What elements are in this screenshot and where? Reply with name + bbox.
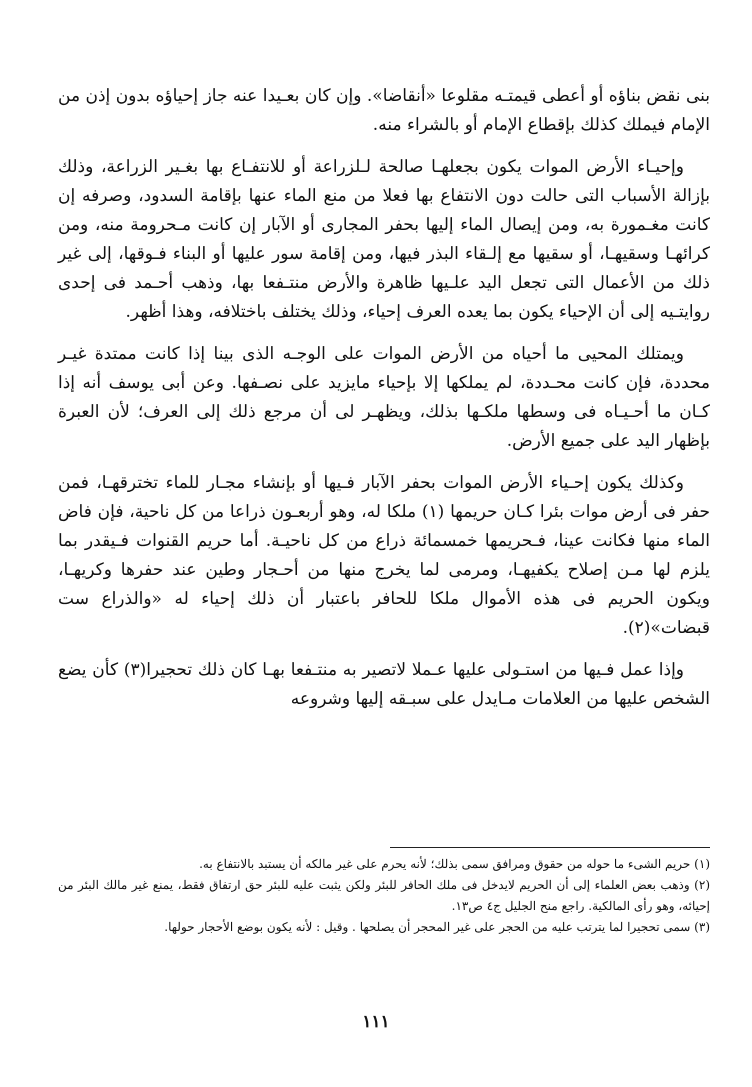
footnotes bbox=[58, 854, 710, 938]
paragraph-4: وكذلك يكون إحـياء الأرض الموات بحفر الآبار فـيها أو بإنشاء مجـار للماء تخترقهـا، فمن حفر فى أرض موات بئرا كـان حريمها (١) ملكا له، وهو أربعـون ذراعا من كل ناحية، فإن فاض الماء منها فكانت عينا، فـحريمها خمسمائة ذراع من كل ناحيـة. أما حريم القنوات فـيقدر بما يلزم لها مـن إصلاح يكفيهـا، ومرمى لما يخرج منها من أحـجار وطين عند حفرها وكريهـا، ويكون الحريم فى هذه الأموال ملكا للحافر باعتبار أن ذلك إحياء له «والذراع ست قبضات»(٢). bbox=[58, 473, 710, 638]
paragraph-1: بنى نقض بناؤه أو أعطى قيمتـه مقلوعا «أنقاضا». وإن كان بعـيدا عنه جاز إحياؤه بدون إذن من الإمام فيملك كذلك بإقطاع الإمام أو بالشراء منه. bbox=[58, 86, 710, 135]
footnote-3: (٣) سمى تحجيرا لما يترتب عليه من الحجر على غير المحجر أن يصلحها . وقيل : لأنه يكون بوضع الأحجار حولها. bbox=[164, 920, 710, 934]
paragraph-3: ويمتلك المحيى ما أحياه من الأرض الموات على الوجـه الذى بينا إذا كانت ممتدة غيـر محددة، فإن كانت محـددة، لم يملكها إلا بإحياء مايزيد على نصـفها. وعن أبى يوسف أنه إذا كـان ما أحـيـاه فى وسطها ملكـها بذلك، ويظهـر لى أن مرجع ذلك إلى العرف؛ لأن العبرة بإظهار اليد على جميع الأرض. bbox=[58, 344, 710, 451]
footnote-separator bbox=[390, 847, 710, 848]
paragraph-2: وإحيـاء الأرض الموات يكون بجعلهـا صالحة لـلزراعة أو للانتفـاع بها بغـير الزراعة، وذلك بإزالة الأسباب التى حالت دون الانتفاع بها فعلا من منع الماء عنها بإقامة السدود، وصرفه إن كانت مغـمورة به، ومن إيصال الماء إليها بحفر المجارى أو الآبار إن كانت مـحرومة منه، ومن كرائهـا وسقيهـا، أو سقيها مع إلـقاء البذر فيها، ومن إقامة سور عليها أو البناء فـوقها، إلى غير ذلك من الأعمال التى تجعل اليد علـيها ظاهرة والأرض منتـفعا بها، وذهب أحـمد فى إحدى روايتـيه إلى أن الإحياء يكون بما يعده العرف إحياء، وذلك يختلف باختلافه، وهذا أظهر. bbox=[58, 157, 710, 322]
paragraph-5: وإذا عمل فـيها من استـولى عليها عـملا لاتصير به منتـفعا بهـا كان ذلك تحجيرا(٣) كأن يضع الشخص عليها من العلامات مـايدل على سبـقه إليها وشروعه bbox=[58, 660, 710, 709]
page-number: ١١١ bbox=[362, 1012, 390, 1032]
footnote-1: (١) حريم الشىء ما حوله من حقوق ومرافق سمى بذلك؛ لأنه يحرم على غير مالكه أن يستبد بالانتفاع به. bbox=[199, 857, 710, 871]
footnote-2: (٢) وذهب بعض العلماء إلى أن الحريم لايدخل فى ملك الحافر للبئر ولكن يثبت عليه للبئر حق ارتفاق فقط، يمنع غير مالك البئر من إحيائه، وهو رأى المالكية. راجع منح الجليل ج٤ ص١٣. bbox=[58, 878, 710, 913]
main-text bbox=[58, 82, 710, 727]
